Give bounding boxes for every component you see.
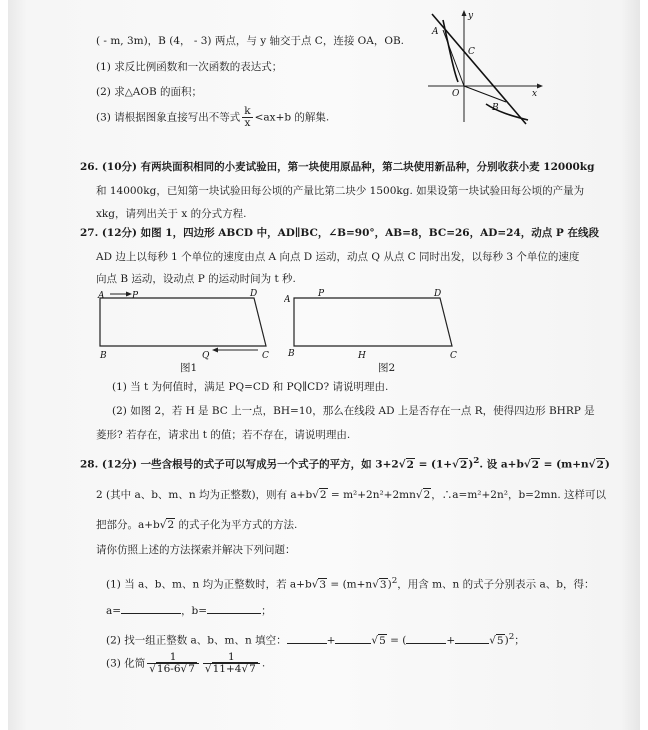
q25-line1: ( - m, 3m)，B (4， - 3) 两点，与 y 轴交于点 C，连接 OA，OB. xyxy=(96,35,405,47)
fig2-label-p: P xyxy=(318,289,325,299)
q28-part1-answers: a= ，b= ； xyxy=(106,602,272,618)
sqrt-expression: 11+4√7 xyxy=(212,663,256,675)
q28-line3: 把部分。a+b√2 的式子化为平方式的方法. xyxy=(96,519,298,531)
sqrt-expression: 16-6√7 xyxy=(156,663,195,675)
fraction-1: $\frac{1}{√16-6√7}$ xyxy=(147,652,199,675)
sqrt-2: 2 xyxy=(531,458,540,471)
answer-blank-1[interactable] xyxy=(287,632,327,644)
q28-line1: 28. (12分) 一些含根号的式子可以写成另一个式子的平方，如 $3+2√2 = (1+√2)^2$. 设 a+b√2 = (m+n√2) xyxy=(80,456,610,471)
q27-line1: 27. (12分) 如图 1，四边形 ABCD 中，AD∥BC，∠B=90°，AB=8，BC=26，AD=24，动点 P 在线段 xyxy=(80,227,599,239)
fig1-label-q: Q xyxy=(202,351,210,361)
q25-function-graph xyxy=(428,8,548,126)
answer-blank-4[interactable] xyxy=(455,632,489,644)
fig1-label-b: B xyxy=(100,351,107,361)
q25-part3-text: (3) 请根据图象直接写出不等式 xyxy=(96,111,241,124)
fraction-2: $\frac{1}{√11+4√7}$ xyxy=(203,652,260,675)
q26-line1: 26. (10分) 有两块面积相同的小麦试验田，第一块使用原品种，第二块使用新品种，分别收获小麦 12000kg xyxy=(80,161,595,173)
fig2-label-d: D xyxy=(434,289,442,299)
fig1-label-a: A xyxy=(98,291,105,301)
q26-line2: 和 14000kg，已知第一块试验田每公顷的产量比第二块少 1500kg. 如果设第一块试验田每公顷的产量为 xyxy=(96,185,585,197)
sqrt-2: 2 xyxy=(319,489,327,501)
fig2-label-h: H xyxy=(358,351,366,361)
sqrt-2: 2 xyxy=(460,458,468,471)
sqrt-5: 5 xyxy=(496,634,504,647)
q28-line2: 2 (其中 a、b、m、n 均为正整数)，则有 a+b√2 = m²+2n²+2mn√2，∴a=m²+2n²，b=2mn. 这样可以 xyxy=(96,489,607,501)
graph-label-a: A xyxy=(432,27,439,37)
answer-blank-b[interactable] xyxy=(207,602,261,614)
graph-label-o: O xyxy=(452,89,460,99)
sqrt-2: 2 xyxy=(167,519,175,531)
fig1-label-p: P xyxy=(132,291,139,301)
q27-line3: 向点 B 运动，设动点 P 的运动时间为 t 秒. xyxy=(96,273,296,285)
q25-part2: (2) 求△AOB 的面积； xyxy=(96,86,203,98)
q25-part1: (1) 求反比例函数和一次函数的表达式； xyxy=(96,61,283,73)
sqrt-2: 2 xyxy=(596,458,604,471)
q28-part1: (1) 当 a、b、m、n 均为正整数时，若 $a+b√3 = (m+n√3)^2$，用含 m、n 的式子分别表示 a、b，得： xyxy=(106,576,595,591)
q28-part2: (2) 找一组正整数 a、b、m、n 填空： + √5 = ( + √5)$^2$； xyxy=(106,632,525,647)
figure-2-trapezoid xyxy=(284,286,470,376)
q26-line3: xkg，请列出关于 x 的分式方程. xyxy=(96,208,247,220)
q25-part3-tail: <ax+b 的解集. xyxy=(254,111,330,124)
graph-label-y: y xyxy=(468,11,474,21)
fig1-label-c: C xyxy=(262,351,269,361)
sqrt-5: 5 xyxy=(379,634,386,647)
q27-part2-line2: 菱形? 若存在，请求出 t 的值；若不存在，请说明理由. xyxy=(96,429,351,441)
q27-part1: (1) 当 t 为何值时，满足 PQ=CD 和 PQ∥CD? 请说明理由. xyxy=(112,381,389,393)
graph-label-b: B xyxy=(492,103,499,113)
sqrt-2: 2 xyxy=(423,489,431,501)
fig2-label-b: B xyxy=(288,349,295,359)
sqrt-3: 3 xyxy=(319,578,327,591)
q27-part2-line1: (2) 如图 2，若 H 是 BC 上一点，BH=10，那么在线段 AD 上是否存在一点 R，使得四边形 BHRP 是 xyxy=(112,405,595,417)
answer-blank-2[interactable] xyxy=(335,632,371,644)
sqrt-2: 2 xyxy=(406,458,414,471)
fig2-label-a: A xyxy=(284,295,291,305)
sqrt-3: 3 xyxy=(379,578,387,591)
q28-part3: (3) 化简 $\frac{1}{√16-6√7}$ $\frac{1}{√11+4√7}$ . xyxy=(106,651,266,675)
q27-line2: AD 边上以每秒 1 个单位的速度由点 A 向点 D 运动，动点 Q 从点 C 同时出发，以每秒 3 个单位的速度 xyxy=(96,251,580,263)
fig1-label-d: D xyxy=(250,289,258,299)
fig2-label-c: C xyxy=(450,351,457,361)
answer-blank-a[interactable] xyxy=(121,602,181,614)
exam-page xyxy=(8,0,640,730)
answer-blank-3[interactable] xyxy=(406,632,446,644)
k-over-x-fraction: $\frac{k}{x}$ xyxy=(244,105,251,129)
q28-line4: 请你仿照上述的方法探索并解决下列问题： xyxy=(96,544,296,556)
figure-2-caption: 图2 xyxy=(378,362,396,374)
graph-label-c: C xyxy=(468,47,475,57)
graph-label-x: x xyxy=(532,89,538,99)
q25-part3 xyxy=(96,106,329,129)
figure-1-caption: 图1 xyxy=(180,362,198,374)
